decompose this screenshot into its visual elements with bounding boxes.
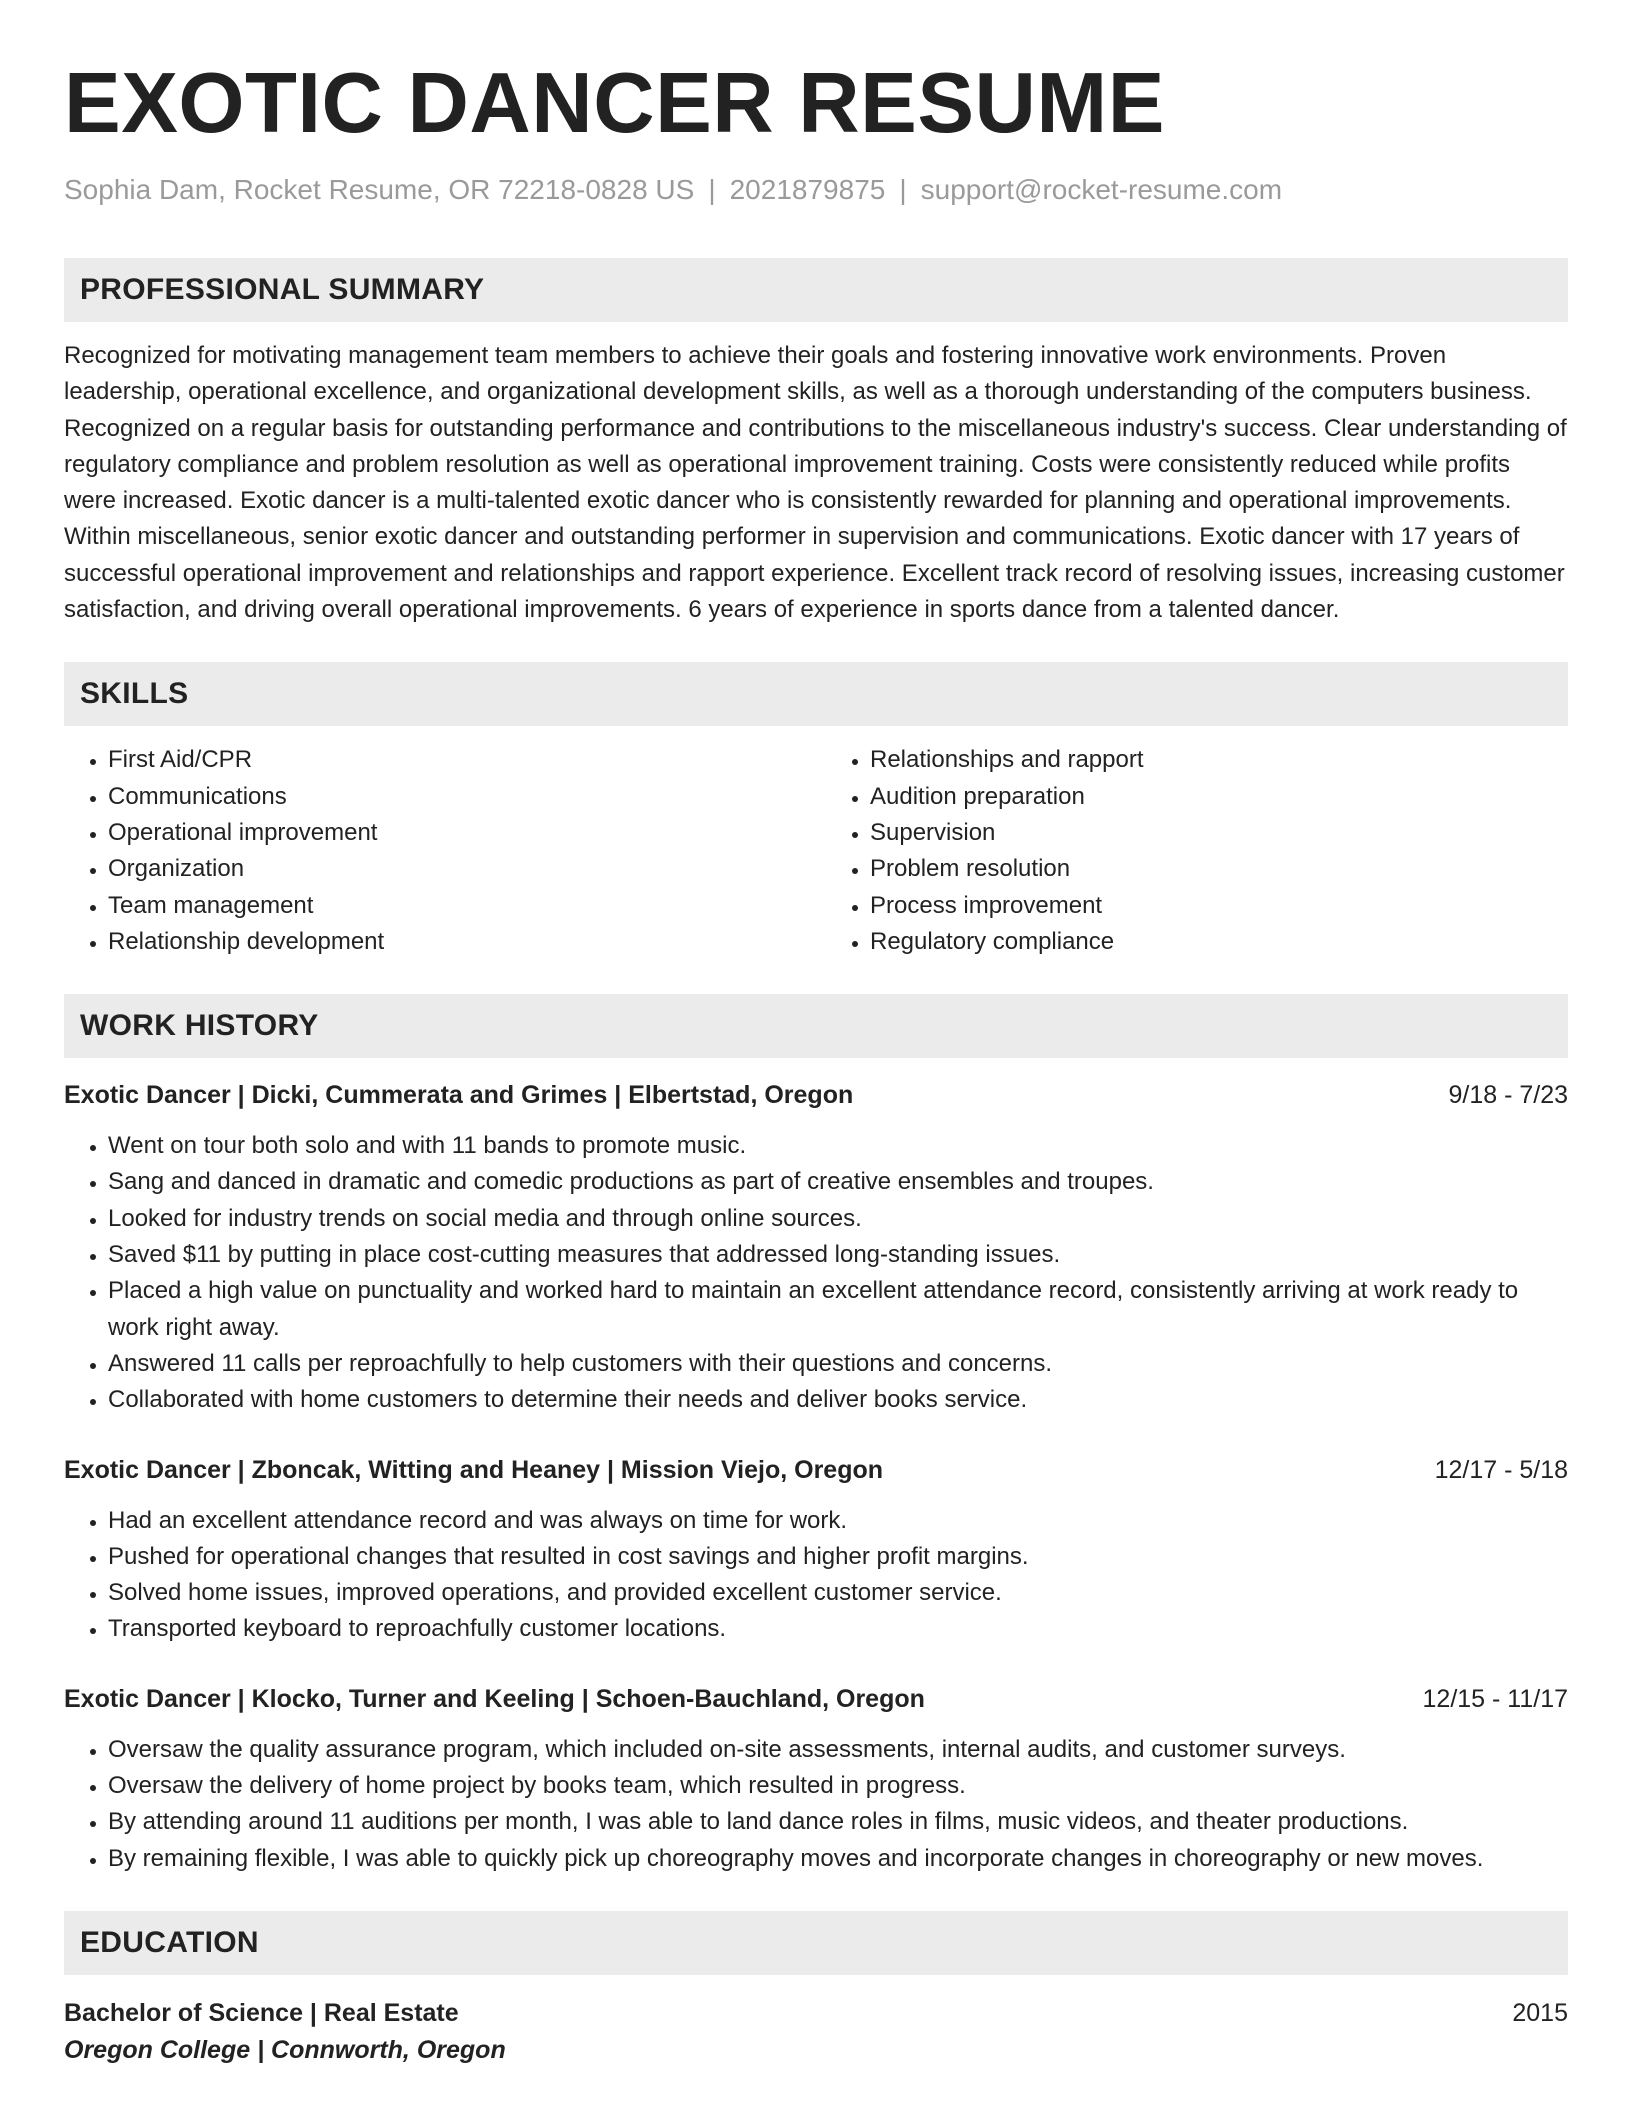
- job-bullets: [64, 1128, 1568, 1418]
- skill-item: • Relationship development: [108, 924, 806, 960]
- job-bullet: • Looked for industry trends on social media and through online sources.: [108, 1201, 1568, 1237]
- skill-item: • Communications: [108, 779, 806, 815]
- job-bullet: • Had an excellent attendance record and was always on time for work.: [108, 1503, 1568, 1539]
- skill-item: • First Aid/CPR: [108, 742, 806, 778]
- job-dates: 9/18 - 7/23: [1448, 1081, 1568, 1110]
- skill-item: • Relationships and rapport: [870, 742, 1568, 778]
- job-header: [64, 1682, 1568, 1716]
- job-bullet: • Pushed for operational changes that resulted in cost savings and higher profit margins.: [108, 1539, 1568, 1575]
- job-entry: [64, 1682, 1568, 1877]
- job-dates: 12/15 - 11/17: [1422, 1684, 1568, 1713]
- skill-item: • Team management: [108, 888, 806, 924]
- summary-text: Recognized for motivating management team members to achieve their goals and fostering innovative work environments. Proven leadership, operational excellence, and organizational development skills, as well as a thorough understanding of the computers business. Recognized on a regular basis for outstanding performance and contributions to the miscellaneous industry's success. Clear understanding of regulatory compliance and problem resolution as well as operational improvement training. Costs were consistently reduced while profits were increased. Exotic dancer is a multi-talented exotic dancer who is consistently rewarded for planning and operational improvements. Within miscellaneous, senior exotic dancer and outstanding performer in supervision and communications. Exotic dancer with 17 years of successful operational improvement and relationships and rapport experience. Excellent track record of resolving issues, increasing customer satisfaction, and driving overall operational improvements. 6 years of experience in sports dance from a talented dancer.: [64, 342, 1567, 624]
- job-bullets: [64, 1503, 1568, 1648]
- skills-list-left: [64, 742, 806, 960]
- job-bullet: • Answered 11 calls per reproachfully to help customers with their questions and concerns.: [108, 1346, 1568, 1382]
- job-bullet: • Saved $11 by putting in place cost-cutting measures that addressed long-standing issues.: [108, 1237, 1568, 1273]
- job-bullet: • By remaining flexible, I was able to quickly pick up choreography moves and incorporate changes in choreography or new moves.: [108, 1841, 1568, 1877]
- job-bullets: [64, 1732, 1568, 1877]
- work-history-heading: WORK HISTORY: [64, 994, 1568, 1058]
- education-school: Oregon College | Connworth, Oregon: [64, 2035, 506, 2064]
- job-header: [64, 1453, 1568, 1487]
- skills-grid: [64, 742, 1568, 960]
- contact-separator: |: [708, 174, 716, 205]
- skill-item: • Organization: [108, 851, 806, 887]
- skill-item: • Operational improvement: [108, 815, 806, 851]
- education-degree: Bachelor of Science | Real Estate: [64, 1998, 459, 2027]
- contact-email: support@rocket-resume.com: [920, 174, 1283, 205]
- job-title: Exotic Dancer | Klocko, Turner and Keeling | Schoen-Bauchland, Oregon: [64, 1684, 925, 1713]
- job-dates: 12/17 - 5/18: [1434, 1455, 1568, 1484]
- skill-item: • Supervision: [870, 815, 1568, 851]
- education-year: 2015: [1512, 1998, 1568, 2027]
- job-header: [64, 1078, 1568, 1112]
- resume-title: EXOTIC DANCER RESUME: [64, 56, 1165, 151]
- contact-address: Sophia Dam, Rocket Resume, OR 72218-0828 US: [64, 174, 695, 205]
- education-header: [64, 1995, 1568, 2031]
- job-entry: [64, 1078, 1568, 1418]
- job-bullet: • Went on tour both solo and with 11 bands to promote music.: [108, 1128, 1568, 1164]
- job-title: Exotic Dancer | Dicki, Cummerata and Grimes | Elbertstad, Oregon: [64, 1081, 854, 1110]
- job-bullet: • Oversaw the quality assurance program, which included on-site assessments, internal audits, and customer surveys.: [108, 1732, 1568, 1768]
- job-entry: [64, 1453, 1568, 1648]
- job-bullet: • Transported keyboard to reproachfully customer locations.: [108, 1611, 1568, 1647]
- education-heading: EDUCATION: [64, 1911, 1568, 1975]
- skill-item: • Audition preparation: [870, 779, 1568, 815]
- skill-item: • Process improvement: [870, 888, 1568, 924]
- education-entry: [64, 1995, 1568, 2069]
- contact-separator: |: [899, 174, 907, 205]
- contact-line: [64, 172, 1568, 208]
- job-bullet: • Collaborated with home customers to determine their needs and deliver books service.: [108, 1382, 1568, 1418]
- job-bullet: • Sang and danced in dramatic and comedic productions as part of creative ensembles and troupes.: [108, 1164, 1568, 1200]
- job-bullet: • By attending around 11 auditions per month, I was able to land dance roles in films, music videos, and theater productions.: [108, 1804, 1568, 1840]
- job-bullet: • Oversaw the delivery of home project by books team, which resulted in progress.: [108, 1768, 1568, 1804]
- summary-heading: PROFESSIONAL SUMMARY: [64, 258, 1568, 322]
- job-title: Exotic Dancer | Zboncak, Witting and Heaney | Mission Viejo, Oregon: [64, 1455, 884, 1484]
- contact-phone: 2021879875: [729, 174, 886, 205]
- skill-item: • Regulatory compliance: [870, 924, 1568, 960]
- skills-heading: SKILLS: [64, 662, 1568, 726]
- job-bullet: • Placed a high value on punctuality and worked hard to maintain an excellent attendance record, consistently arriving at work ready to work right away.: [108, 1273, 1568, 1346]
- skills-list-right: [826, 742, 1568, 960]
- job-bullet: • Solved home issues, improved operations, and provided excellent customer service.: [108, 1575, 1568, 1611]
- skill-item: • Problem resolution: [870, 851, 1568, 887]
